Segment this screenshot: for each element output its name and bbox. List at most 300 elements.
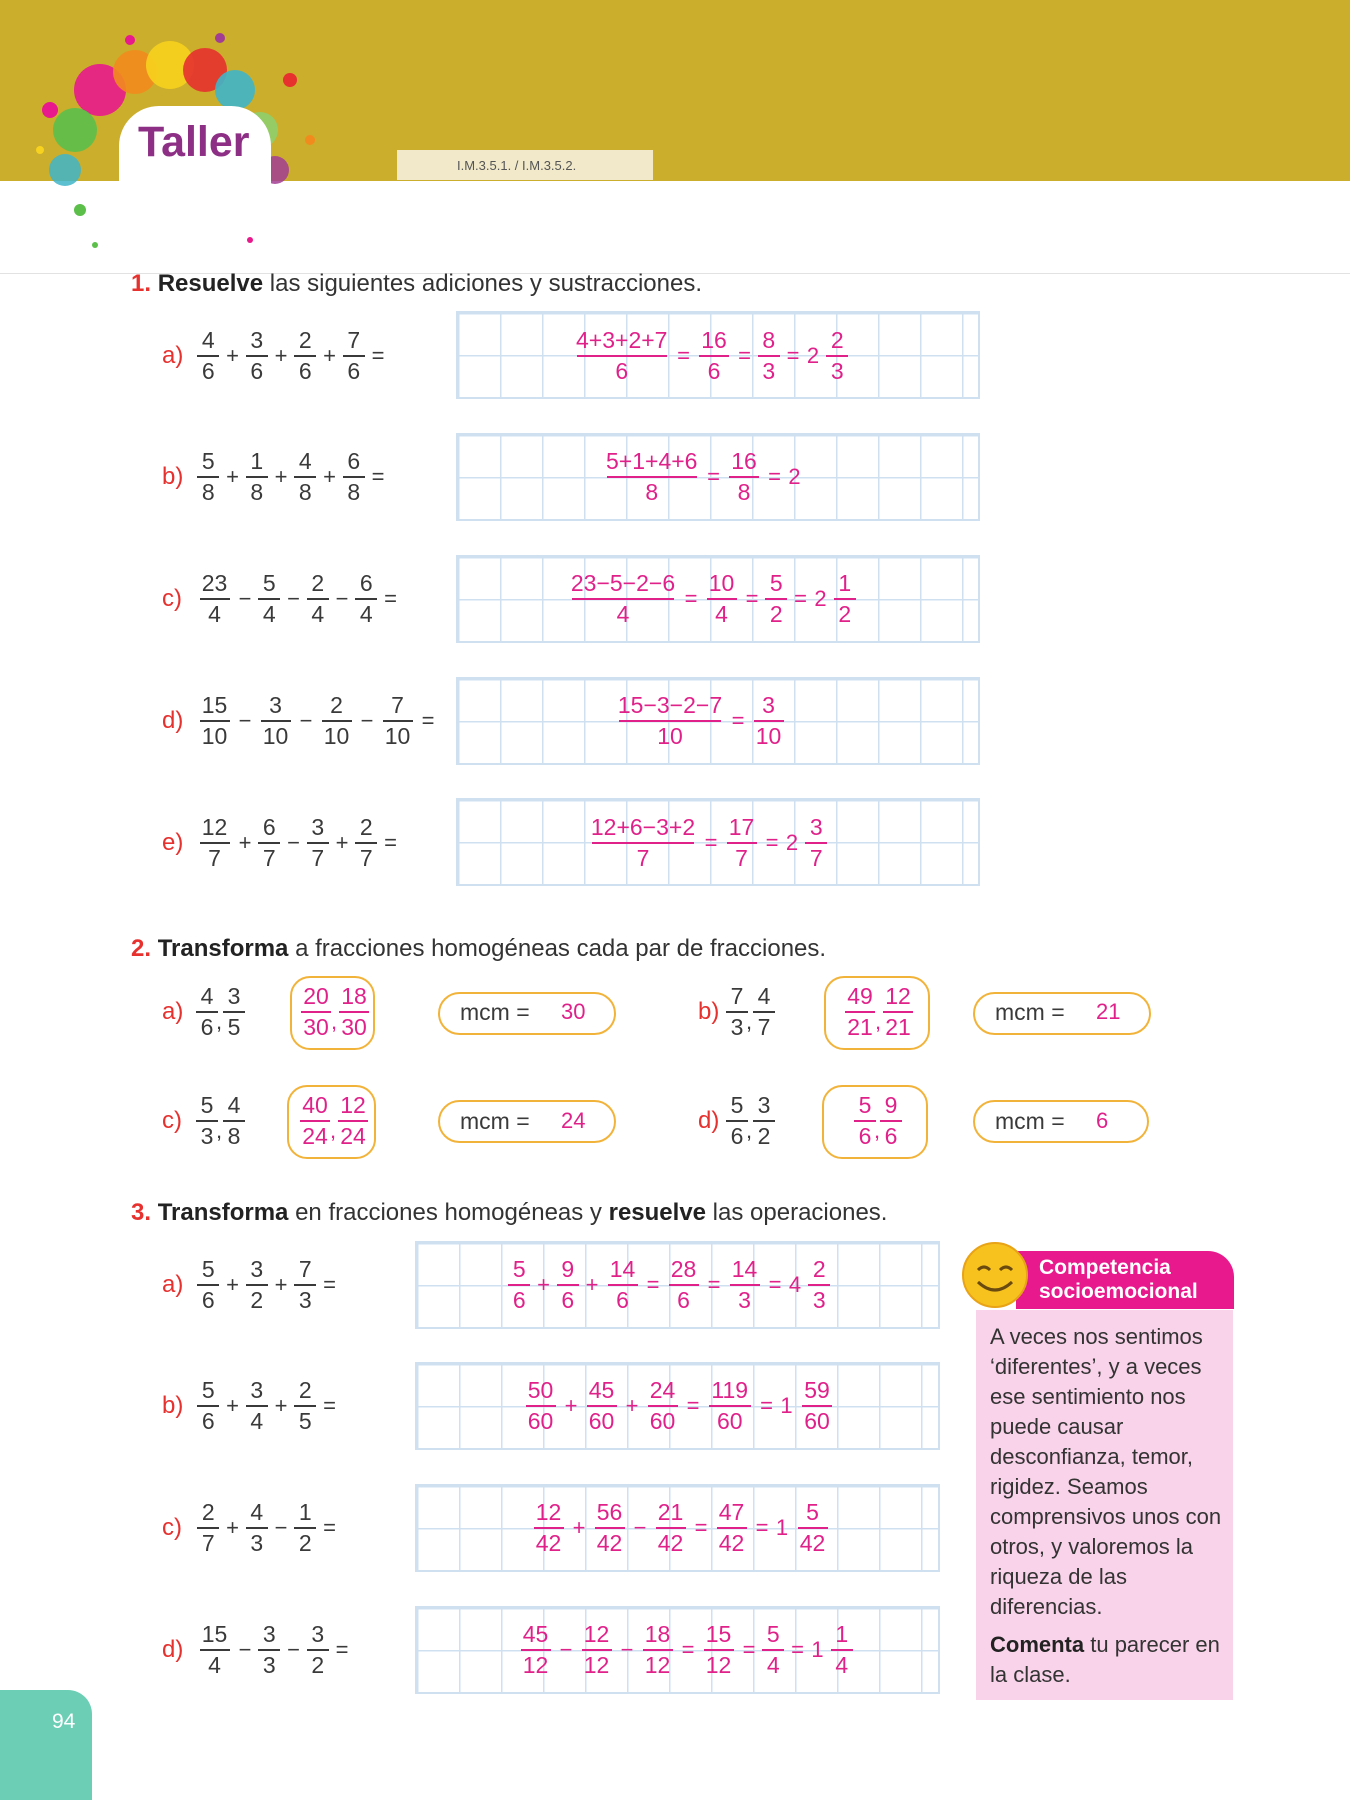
fraction-bar: [246, 1284, 268, 1286]
fraction-bar: [607, 476, 697, 478]
denominator: 12: [583, 1652, 610, 1678]
denominator: 24: [340, 1123, 366, 1149]
exercise-label: a): [162, 998, 184, 1025]
fraction-bar: [656, 1527, 686, 1529]
operator: −: [360, 708, 374, 733]
fraction-bar: [343, 476, 365, 478]
operator: +: [226, 343, 239, 368]
fraction-bar: [643, 1649, 673, 1651]
answer-grid: [415, 1362, 940, 1450]
fraction-bar: [726, 1011, 748, 1013]
operator: =: [755, 1515, 769, 1540]
fraction-bar: [582, 1649, 612, 1651]
numerator: 3: [311, 814, 325, 840]
mcm-label: mcm =: [995, 1108, 1065, 1134]
operator: ,: [745, 1118, 753, 1143]
numerator: 3: [269, 692, 282, 718]
numerator: 7: [391, 692, 404, 718]
denominator: 6: [616, 1287, 629, 1313]
fraction-bar: [557, 1284, 579, 1286]
numerator: 20: [303, 983, 329, 1009]
fraction-bar: [294, 1405, 316, 1407]
fraction-bar: [223, 1011, 245, 1013]
operator: +: [323, 343, 336, 368]
operator: =: [742, 1637, 756, 1662]
numerator: 3: [762, 692, 775, 718]
section-3-text-b: las operaciones.: [706, 1199, 888, 1226]
numerator: 5: [858, 1092, 872, 1118]
denominator: 5: [298, 1408, 312, 1434]
fraction-bar: [355, 598, 377, 600]
operator: =: [371, 464, 385, 489]
denominator: 21: [847, 1014, 873, 1040]
denominator: 30: [341, 1014, 367, 1040]
operator: ,: [745, 1009, 753, 1034]
page-title: Taller: [138, 118, 250, 166]
fraction-bar: [294, 476, 316, 478]
operator: =: [684, 586, 698, 611]
numerator: 4: [298, 448, 312, 474]
operator: =: [371, 343, 385, 368]
fraction-bar: [699, 355, 729, 357]
fraction-bar: [592, 842, 694, 844]
fraction-bar: [798, 1527, 828, 1529]
mcm-label: mcm =: [460, 1108, 530, 1134]
fraction-bar: [200, 842, 230, 844]
numerator: 7: [730, 983, 744, 1009]
denominator: 4: [250, 1408, 264, 1434]
numerator: 18: [341, 983, 367, 1009]
fraction-bar: [197, 1527, 219, 1529]
denominator: 4: [262, 601, 276, 627]
exercise-label: d): [162, 707, 184, 734]
denominator: 3: [298, 1287, 312, 1313]
operator: −: [287, 830, 300, 855]
denominator: 12: [644, 1652, 671, 1678]
numerator: 9: [561, 1256, 575, 1282]
denominator: 2: [757, 1123, 771, 1149]
numerator: 9: [884, 1092, 898, 1118]
competencia-title-1: Competencia: [1039, 1256, 1171, 1279]
numerator: 23−5−2−6: [570, 570, 676, 596]
fraction-bar: [197, 476, 219, 478]
page-number: 94: [0, 1690, 92, 1800]
mcm-value: 24: [561, 1108, 586, 1133]
operator: 2: [788, 464, 801, 489]
denominator: 4: [835, 1652, 849, 1678]
fraction-bar: [246, 1405, 268, 1407]
fraction-bar: [704, 1649, 734, 1651]
fraction-bar: [730, 1284, 760, 1286]
denominator: 4: [311, 601, 325, 627]
operator: +: [226, 1393, 239, 1418]
fraction-bar: [595, 1527, 625, 1529]
numerator: 50: [527, 1377, 554, 1403]
numerator: 40: [302, 1092, 328, 1118]
denominator: 12: [705, 1652, 732, 1678]
operator: −: [287, 1637, 300, 1662]
numerator: 4: [250, 1499, 264, 1525]
fraction-bar: [307, 1649, 329, 1651]
numerator: 5: [201, 1377, 215, 1403]
operator: −: [559, 1637, 573, 1662]
denominator: 42: [718, 1530, 745, 1556]
denominator: 7: [735, 845, 748, 871]
operator: 4: [788, 1272, 802, 1297]
denominator: 8: [250, 479, 264, 505]
section-1-text: las siguientes adiciones y sustracciones.: [263, 270, 702, 297]
operator: +: [226, 1515, 239, 1540]
numerator: 14: [731, 1256, 758, 1282]
competencia-comment: tu parecer en la clase.: [990, 1632, 1220, 1687]
fraction-bar: [669, 1284, 699, 1286]
denominator: 60: [716, 1408, 743, 1434]
denominator: 60: [527, 1408, 554, 1434]
numerator: 45: [588, 1377, 615, 1403]
numerator: 15: [201, 1621, 228, 1647]
fraction-bar: [534, 1527, 564, 1529]
numerator: 18: [644, 1621, 671, 1647]
denominator: 7: [201, 1530, 215, 1556]
exercise-label: a): [162, 342, 184, 369]
exercise-label: a): [162, 1271, 184, 1298]
fraction-bar: [197, 1405, 219, 1407]
exercise-label: e): [162, 829, 184, 856]
numerator: 3: [250, 327, 264, 353]
fraction-bar: [197, 1284, 219, 1286]
numerator: 5: [201, 1256, 215, 1282]
operator: +: [238, 830, 252, 855]
fraction-bar: [754, 720, 784, 722]
fraction-bar: [246, 1527, 268, 1529]
numerator: 2: [330, 692, 343, 718]
denominator: 6: [201, 358, 215, 384]
operator: −: [238, 708, 252, 733]
numerator: 7: [347, 327, 361, 353]
numerator: 3: [250, 1256, 264, 1282]
denominator: 2: [838, 601, 852, 627]
numerator: 1: [835, 1621, 849, 1647]
operator: =: [646, 1272, 660, 1297]
operator: +: [323, 464, 336, 489]
numerator: 15: [705, 1621, 732, 1647]
denominator: 6: [615, 358, 629, 384]
denominator: 10: [657, 723, 683, 749]
denominator: 3: [200, 1123, 214, 1149]
operator: ,: [874, 1009, 882, 1034]
operator: 1: [811, 1637, 824, 1662]
section-3-verb-2: resuelve: [608, 1199, 707, 1226]
fraction-bar: [765, 598, 787, 600]
exercise-label: c): [162, 1107, 182, 1134]
numerator: 2: [298, 327, 312, 353]
denominator: 12: [522, 1652, 549, 1678]
fraction-bar: [508, 1284, 530, 1286]
denominator: 8: [201, 479, 215, 505]
operator: −: [620, 1637, 634, 1662]
denominator: 6: [201, 1408, 215, 1434]
denominator: 6: [858, 1123, 872, 1149]
exercise-label: b): [162, 463, 184, 490]
numerator: 3: [311, 1621, 325, 1647]
fraction-bar: [258, 842, 280, 844]
numerator: 28: [670, 1256, 697, 1282]
section-3-number: 3.: [131, 1199, 152, 1226]
denominator: 4: [715, 601, 728, 627]
exercise-label: d): [162, 1636, 184, 1663]
fraction-bar: [246, 355, 268, 357]
numerator: 8: [762, 327, 776, 353]
denominator: 3: [262, 1652, 276, 1678]
numerator: 3: [227, 983, 241, 1009]
operator: ,: [215, 1118, 223, 1143]
section-2-verb: Transforma: [157, 935, 289, 962]
operator: =: [794, 586, 807, 611]
denominator: 6: [250, 358, 264, 384]
fraction-bar: [258, 1649, 280, 1651]
denominator: 4: [616, 601, 630, 627]
numerator: 119: [711, 1377, 749, 1403]
denominator: 3: [830, 358, 844, 384]
section-1-heading: [131, 270, 702, 298]
competencia-body: A veces nos sentimos ‘diferentes’, y a veces ese sentimiento nos puede causar desconfianza, temor, rigidez. Seamos comprensivos unos con otros, y valoremos la riqueza de las diferencias.: [990, 1324, 1222, 1619]
operator: −: [274, 1515, 288, 1540]
denominator: 3: [738, 1287, 751, 1313]
competencia-comment-bold: Comenta: [990, 1632, 1085, 1657]
numerator: 12: [535, 1499, 562, 1525]
operator: −: [633, 1515, 647, 1540]
section-3-verb: Transforma: [157, 1199, 289, 1226]
fraction-bar: [726, 1120, 748, 1122]
numerator: 49: [847, 983, 873, 1009]
numerator: 4: [757, 983, 771, 1009]
numerator: 3: [757, 1092, 771, 1118]
operator: =: [686, 1393, 700, 1418]
denominator: 3: [762, 358, 776, 384]
numerator: 5: [201, 448, 215, 474]
denominator: 42: [535, 1530, 562, 1556]
fraction-bar: [343, 355, 365, 357]
denominator: 8: [645, 479, 659, 505]
fraction-bar: [383, 720, 413, 722]
fraction-bar: [831, 1649, 853, 1651]
numerator: 3: [250, 1377, 264, 1403]
numerator: 56: [596, 1499, 623, 1525]
denominator: 24: [302, 1123, 328, 1149]
denominator: 6: [561, 1287, 575, 1313]
numerator: 12+6−3+2: [590, 814, 696, 840]
fraction-bar: [717, 1527, 747, 1529]
section-3-text-a: en fracciones homogéneas y: [288, 1199, 609, 1226]
fraction-bar: [301, 1011, 331, 1013]
operator: −: [287, 586, 300, 611]
operator: ,: [329, 1118, 337, 1143]
operator: =: [791, 1637, 804, 1662]
denominator: 6: [707, 358, 721, 384]
fraction-bar: [826, 355, 848, 357]
section-2-number: 2.: [131, 935, 152, 962]
numerator: 5: [730, 1092, 744, 1118]
numerator: 6: [347, 448, 361, 474]
operator: =: [765, 830, 779, 855]
numerator: 4: [200, 983, 214, 1009]
numerator: 12: [201, 814, 228, 840]
denominator: 42: [657, 1530, 684, 1556]
operator: =: [704, 830, 718, 855]
numerator: 15−3−2−7: [617, 692, 723, 718]
competencia-text: [990, 1322, 1222, 1690]
numerator: 15: [201, 692, 228, 718]
numerator: 12: [583, 1621, 610, 1647]
denominator: 8: [737, 479, 751, 505]
operator: =: [681, 1637, 695, 1662]
denominator: 10: [755, 723, 782, 749]
exercise-label: c): [162, 585, 182, 612]
numerator: 16: [731, 448, 757, 474]
mcm-value: 6: [1096, 1108, 1109, 1133]
fraction-bar: [200, 720, 230, 722]
operator: +: [572, 1515, 586, 1540]
denominator: 2: [769, 601, 783, 627]
operator: =: [421, 708, 435, 733]
numerator: 5: [769, 570, 783, 596]
operator: 1: [780, 1393, 793, 1418]
smiley-icon: [960, 1240, 1030, 1310]
numerator: 45: [522, 1621, 549, 1647]
fraction-bar: [880, 1120, 902, 1122]
denominator: 6: [200, 1014, 214, 1040]
fraction-bar: [246, 476, 268, 478]
operator: ,: [873, 1118, 881, 1143]
fraction-bar: [200, 598, 230, 600]
denominator: 7: [636, 845, 650, 871]
operator: −: [335, 586, 349, 611]
denominator: 4: [359, 601, 373, 627]
denominator: 7: [311, 845, 325, 871]
operator: +: [537, 1272, 550, 1297]
operator: =: [738, 343, 751, 368]
operator: +: [274, 464, 288, 489]
numerator: 12: [340, 1092, 366, 1118]
fraction-bar: [758, 355, 780, 357]
operator: =: [707, 1272, 721, 1297]
fraction-bar: [300, 1120, 330, 1122]
denominator: 6: [298, 358, 312, 384]
answer-grid: [415, 1606, 940, 1694]
section-1-verb: Resuelve: [157, 270, 264, 297]
operator: +: [226, 464, 239, 489]
fraction-bar: [307, 842, 329, 844]
fraction-bar: [709, 1405, 751, 1407]
numerator: 5: [512, 1256, 526, 1282]
fraction-bar: [587, 1405, 617, 1407]
denominator: 2: [298, 1530, 312, 1556]
operator: =: [760, 1393, 773, 1418]
numerator: 5: [806, 1499, 819, 1525]
numerator: 23: [201, 570, 228, 596]
numerator: 1: [838, 570, 852, 596]
fraction-bar: [261, 720, 291, 722]
fraction-bar: [608, 1284, 638, 1286]
fraction-bar: [322, 720, 352, 722]
denominator: 60: [588, 1408, 615, 1434]
numerator: 17: [728, 814, 755, 840]
denominator: 7: [262, 845, 276, 871]
denominator: 8: [227, 1123, 241, 1149]
fraction-bar: [729, 476, 759, 478]
numerator: 2: [311, 570, 325, 596]
fraction-bar: [762, 1649, 784, 1651]
section-1-number: 1.: [131, 270, 152, 297]
denominator: 42: [596, 1530, 623, 1556]
fraction-bar: [339, 1011, 369, 1013]
fraction-bar: [294, 1527, 316, 1529]
denominator: 3: [250, 1530, 264, 1556]
fraction-bar: [197, 355, 219, 357]
denominator: 7: [757, 1014, 771, 1040]
denominator: 10: [262, 723, 289, 749]
fraction-bar: [572, 598, 674, 600]
numerator: 1: [250, 448, 264, 474]
fraction-bar: [753, 1011, 775, 1013]
fraction-bar: [883, 1011, 913, 1013]
operator: =: [768, 1272, 782, 1297]
denominator: 6: [512, 1287, 526, 1313]
denominator: 4: [208, 1652, 221, 1678]
indicator-codes: I.M.3.5.1. / I.M.3.5.2.: [397, 150, 653, 180]
operator: =: [731, 708, 745, 733]
operator: +: [274, 1272, 288, 1297]
operator: +: [625, 1393, 639, 1418]
operator: =: [323, 1393, 336, 1418]
operator: 1: [775, 1515, 789, 1540]
exercise-label: c): [162, 1514, 182, 1541]
numerator: 47: [718, 1499, 745, 1525]
section-3-heading: [131, 1199, 887, 1227]
numerator: 4: [227, 1092, 241, 1118]
numerator: 7: [298, 1256, 312, 1282]
denominator: 60: [649, 1408, 676, 1434]
exercise-label: b): [162, 1392, 184, 1419]
numerator: 24: [649, 1377, 676, 1403]
denominator: 2: [250, 1287, 264, 1313]
operator: =: [768, 464, 781, 489]
fraction-bar: [196, 1120, 218, 1122]
denominator: 2: [311, 1652, 325, 1678]
denominator: 6: [677, 1287, 690, 1313]
fraction-bar: [845, 1011, 875, 1013]
competencia-header: [1016, 1251, 1234, 1309]
denominator: 30: [303, 1014, 329, 1040]
numerator: 5+1+4+6: [606, 448, 698, 474]
fraction-bar: [196, 1011, 218, 1013]
denominator: 8: [298, 479, 312, 505]
denominator: 3: [812, 1287, 826, 1313]
denominator: 5: [227, 1014, 241, 1040]
numerator: 10: [708, 570, 735, 596]
denominator: 10: [384, 723, 411, 749]
denominator: 4: [208, 601, 221, 627]
fraction-bar: [707, 598, 737, 600]
denominator: 7: [208, 845, 221, 871]
fraction-bar: [338, 1120, 368, 1122]
operator: +: [274, 1393, 288, 1418]
operator: −: [299, 708, 313, 733]
denominator: 8: [347, 479, 361, 505]
numerator: 12: [885, 983, 911, 1009]
operator: =: [384, 830, 397, 855]
mcm-value: 30: [561, 999, 586, 1024]
